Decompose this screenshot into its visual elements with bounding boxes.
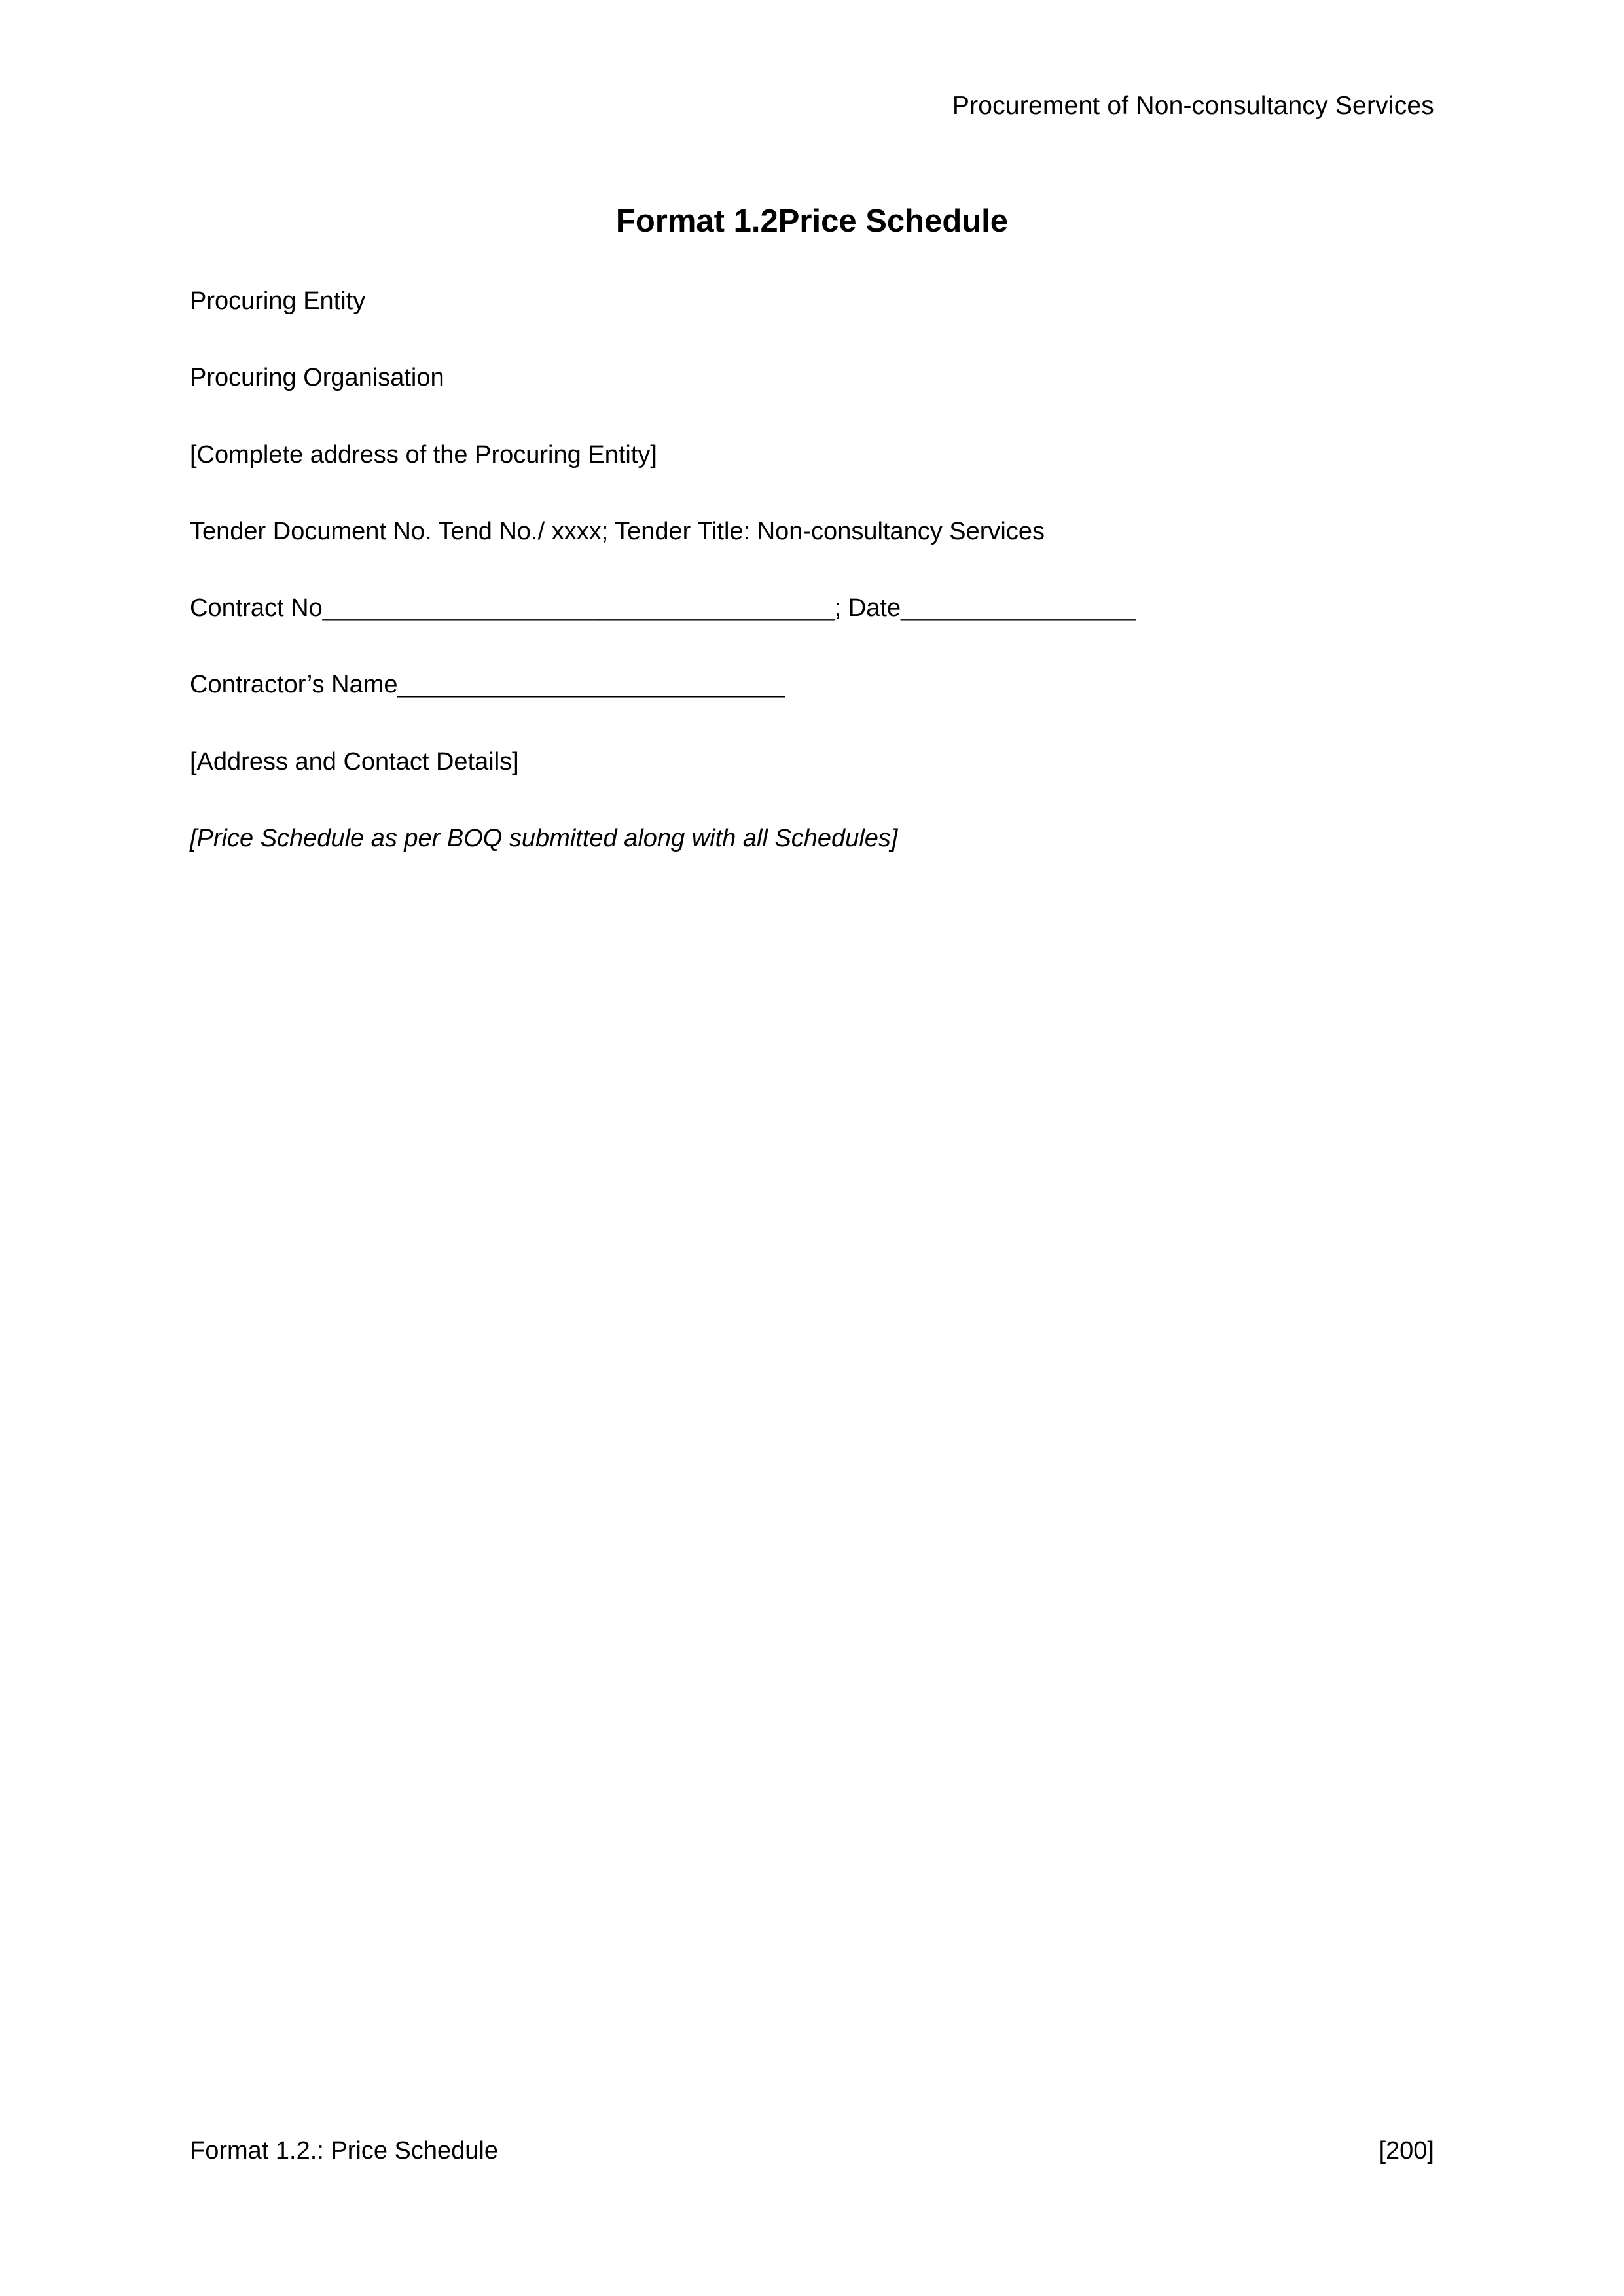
paragraph-complete-address: [Complete address of the Procuring Entity] xyxy=(190,440,657,469)
page-footer xyxy=(190,2137,1434,2165)
page-title: Format 1.2Price Schedule xyxy=(615,204,1009,239)
page-header: Procurement of Non-consultancy Services xyxy=(952,92,1434,120)
paragraph-procuring-organisation: Procuring Organisation xyxy=(190,364,444,392)
paragraph-contractor-name: Contractor’s Name____________________________ xyxy=(190,671,785,699)
page-number: [200] xyxy=(1379,2137,1434,2164)
paragraph-procuring-entity: Procuring Entity xyxy=(190,287,366,315)
paragraph-price-schedule-note: [Price Schedule as per BOQ submitted along with all Schedules] xyxy=(190,825,898,853)
paragraph-tender-document: Tender Document No. Tend No./ xxxx; Tender Title: Non-consultancy Services xyxy=(190,517,1045,545)
paragraph-address-contact-details: [Address and Contact Details] xyxy=(190,747,519,776)
footer-label: Format 1.2.: Price Schedule xyxy=(190,2137,498,2164)
paragraph-contract-no-date: Contract No_____________________________________; Date_________________ xyxy=(190,594,1136,622)
document-body xyxy=(190,285,1434,899)
